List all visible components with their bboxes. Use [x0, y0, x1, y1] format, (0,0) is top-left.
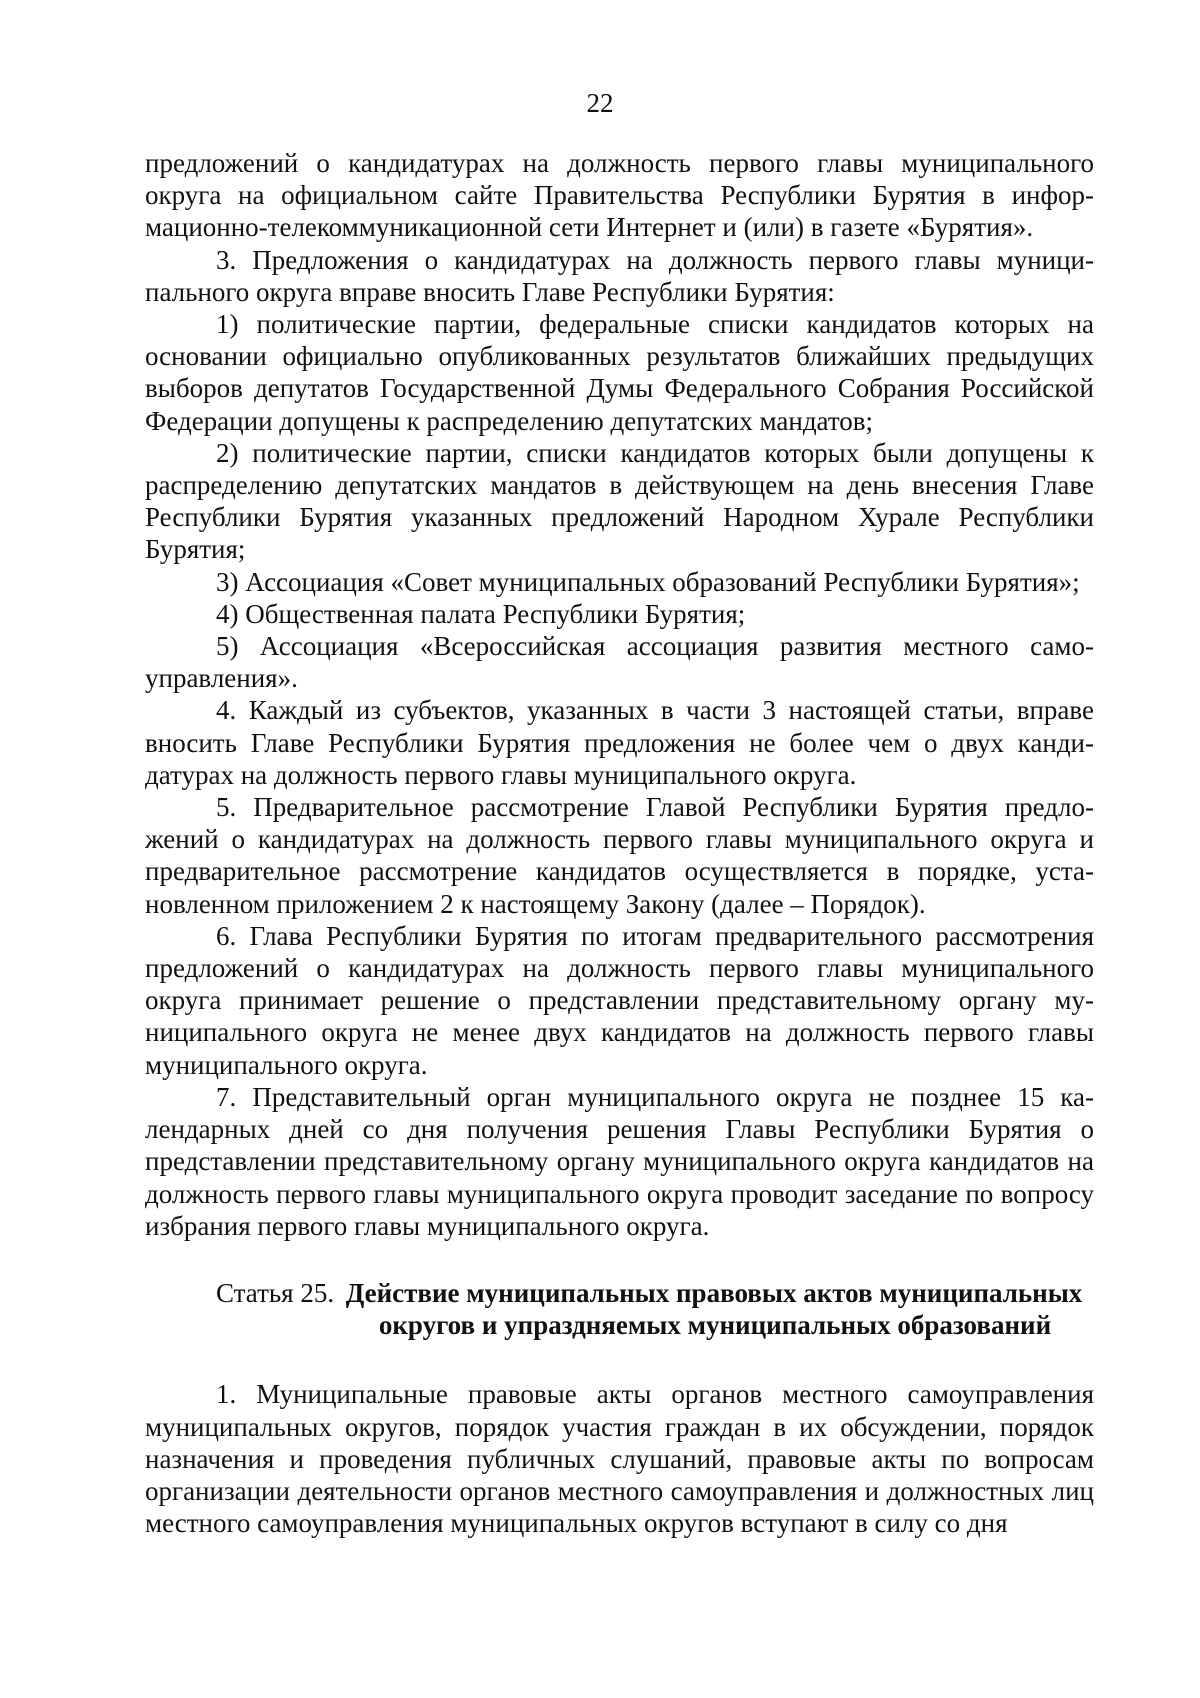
list-item-4: 4) Общественная палата Республики Бурятия;: [216, 598, 746, 629]
list-item-5: 5) Ассоциация «Всероссийская ассоциация развития местного самоуправления».: [145, 631, 1094, 694]
list-item-1: 1) политические партии, федеральные списки кандидатов которых на основании официально опубликованных результатов ближайших предыдущих выборов депутатов Государственной Думы Федерального Собрания Российской Федерации допущены к распределению депутатских мандатов;: [145, 309, 1094, 436]
paragraph-continuation: предложений о кандидатурах на должность первого главы муниципального округа на официальном сайте Правительства Республики Бурятия в информационно-телекоммуникационной сети Интернет и (или) в газете «Бурятия».: [145, 148, 1094, 243]
paragraph-part-3: 3. Предложения о кандидатурах на должность первого главы муниципального округа вправе вносить Главе Республики Бурятия:: [145, 244, 1094, 307]
article-title: Действие муниципальных правовых актов муниципальных округов и упраздняемых муниципальных образований: [345, 1277, 1083, 1341]
article-heading: [145, 1277, 1094, 1341]
document-body: [145, 147, 1094, 1539]
article-label: Статья 25.: [216, 1277, 335, 1308]
page-number: 22: [586, 88, 614, 118]
list-item-2: 2) политические партии, списки кандидатов которых были допущены к распределению депутатских мандатов в действующем на день внесения Главе Республики Бурятия указанных предложений Народном Хурале Республики Бурятия;: [145, 437, 1094, 565]
paragraph-part-4: 4. Каждый из субъектов, указанных в части 3 настоящей статьи, вправе вносить Главе Республики Бурятия предложения не более чем о двух кандидатурах на должность первого главы муниципального округа.: [145, 695, 1094, 790]
list-item-3: 3) Ассоциация «Совет муниципальных образований Республики Бурятия»;: [216, 566, 1080, 597]
paragraph-part-5: 5. Предварительное рассмотрение Главой Республики Бурятия предложений о кандидатурах на должность первого главы муниципального округа и предварительное рассмотрение кандидатов осуществляется в порядке, установленном приложением 2 к настоящему Закону (далее – Порядок).: [145, 792, 1094, 919]
paragraph-part-7: 7. Представительный орган муниципального округа не позднее 15 календарных дней со дня получения решения Главы Республики Бурятия о представлении представительному органу муниципального округа кандидатов на должность первого главы муниципального округа проводит заседание по вопросу избрания первого главы муниципального округа.: [145, 1081, 1094, 1241]
article-paragraph-1: 1. Муниципальные правовые акты органов местного самоуправления муниципальных округов, порядок участия граждан в их обсуждении, порядок назначения и проведения публичных слушаний, правовые акты по вопросам организации деятельности органов местного самоуправления и должностных лиц местного самоуправления муниципальных округов вступают в силу со дня: [145, 1379, 1094, 1539]
paragraph-part-6: 6. Глава Республики Бурятия по итогам предварительного рассмотрения предложений о кандидатурах на должность первого главы муниципального округа принимает решение о представлении представительному органу муниципального округа не менее двух кандидатов на должность первого главы муниципального округа.: [145, 920, 1094, 1080]
